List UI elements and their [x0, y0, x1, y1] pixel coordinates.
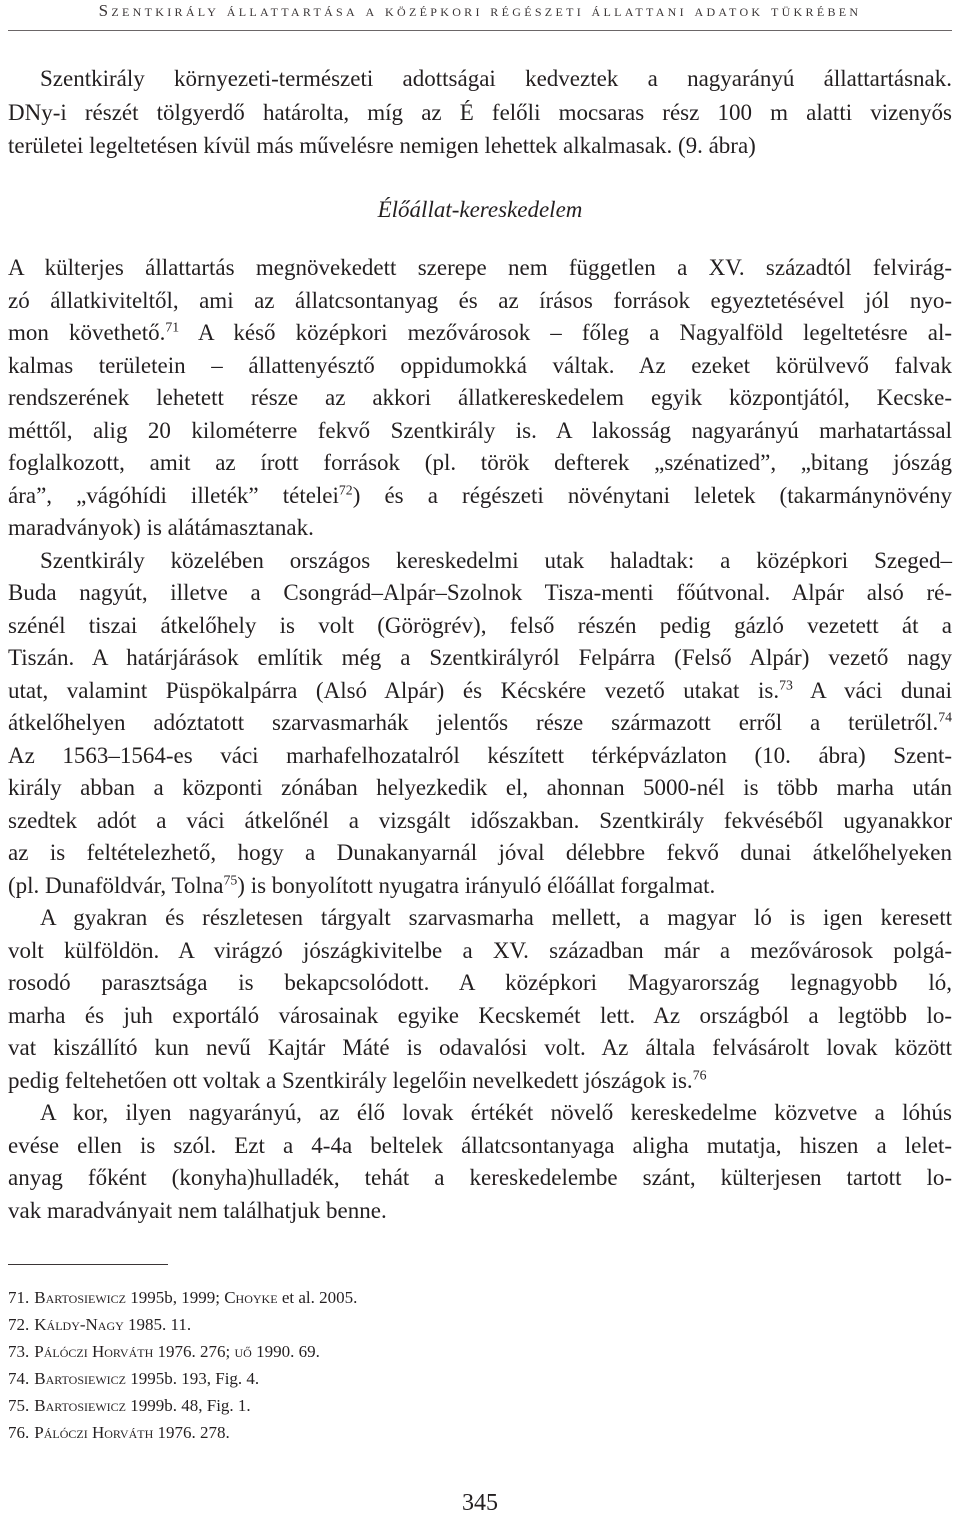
line-text: (pl. Dunaföldvár, Tolna [8, 872, 224, 898]
line-text: mon követhető. [8, 320, 166, 345]
footnote-author: Pálóczi Horváth [34, 1423, 154, 1442]
footnote-text: 1990. 69. [251, 1342, 320, 1361]
footnote [8, 1365, 952, 1392]
footnote-text: 1985. 11. [123, 1315, 192, 1334]
text-line [8, 1032, 952, 1065]
line-text: utat, valamint Püspökalpárra (Alsó Alpár) és Kécskére vezető utakat is. [8, 677, 780, 703]
footnote-rule [8, 1264, 168, 1265]
line-text: marha és juh exportáló városainak egyike Kecskemét lett. Az országból a legtöbb lo- [8, 1002, 952, 1028]
text-line [8, 1000, 952, 1033]
paragraph [8, 1097, 952, 1227]
line-text: Buda nagyút, illetve a Csongrád–Alpár–Szolnok Tisza-menti főútvonal. Alpár alsó ré- [8, 580, 952, 605]
footnote-text: 1999b. 48, Fig. 1. [125, 1396, 251, 1415]
footnote-text: et al. 2005. [277, 1288, 358, 1307]
text-line [8, 967, 952, 1000]
paragraph [8, 545, 952, 903]
line-text: szénél tiszai átkelőhely is volt (Görögrév), felső részén pedig gázló vezetett át a [8, 612, 952, 638]
running-header: Szentkirály állattartása a középkori régészeti állattani adatok tükrében [98, 1, 862, 20]
footnote [8, 1419, 952, 1446]
text-line [8, 642, 952, 675]
footnote-reference: 72 [338, 482, 353, 498]
footnote-reference: 71 [165, 319, 180, 335]
footnote-number: 75. [8, 1396, 30, 1415]
footnote-number: 73. [8, 1342, 30, 1361]
text-line [8, 1195, 952, 1228]
line-text: A gyakran és részletesen tárgyalt szarvasmarha mellett, a magyar ló is igen keresett [40, 905, 952, 930]
line-text: A külterjes állattartás megnövekedett szerepe nem független a XV. századtól felvirág- [8, 255, 952, 280]
line-text: foglalkozott, amit az írott források (pl. török defterek „szénatized”, „bitang jószág [8, 450, 952, 475]
text-line [8, 805, 952, 838]
paragraph [8, 252, 952, 545]
text-line [8, 415, 952, 448]
line-text: evése ellen is szól. Ezt a 4-4a beltelek állatcsontanyaga aligha mutatja, hiszen a lelet- [8, 1132, 952, 1158]
text-line [8, 577, 952, 610]
text-line [8, 707, 952, 740]
text-line [8, 545, 952, 578]
line-text: volt külföldön. A virágzó jószágkivitelbe a XV. században már a mezővárosok polgá- [8, 937, 952, 963]
line-text: területei legeltetésen kívül más művelésre nemigen lehettek alkalmasak. (9. ábra) [8, 133, 756, 158]
footnote-reference: 75 [223, 872, 238, 888]
line-text: kalmas területein – állattenyésztő oppidumokká váltak. Az ezeket körülvevő falvak [8, 352, 952, 378]
header-rule [8, 30, 952, 31]
footnote-author: Bartosiewicz [34, 1369, 126, 1388]
text-line [8, 129, 952, 163]
text-line [8, 285, 952, 318]
footnote-reference: 73 [779, 677, 793, 693]
text-line [8, 610, 952, 643]
text-line [8, 62, 952, 96]
text-line [8, 96, 952, 130]
text-line [8, 772, 952, 805]
text-line [8, 1065, 952, 1098]
line-text: rendszerének lehetett része az akkori állatkereskedelem egyik központjától, Kecske- [8, 385, 952, 410]
text-line [8, 837, 952, 870]
line-text: szedtek adót a váci átkelőnél a vizsgált időszakban. Szentkirály fekvéséből ugyanakkor [8, 807, 952, 833]
line-text: zó állatkiviteltől, ami az állatcsontanyag és az írásos források egyeztetésével jól nyo- [8, 287, 952, 313]
footnote [8, 1392, 952, 1419]
line-text: király abban a központi zónában helyezkedik el, ahonnan 5000-nél is több marha után [8, 775, 952, 800]
line-text: méttől, alig 20 kilométerre fekvő Szentkirály is. A lakosság nagyarányú marhatartással [8, 417, 952, 443]
text-line [8, 935, 952, 968]
line-text: vat kiszállító kun nevű Kajtár Máté is odavalósi volt. Az általa felvásárolt lovak között [8, 1035, 952, 1060]
text-line [8, 1162, 952, 1195]
line-text: ára”, „vágóhídi illeték” tételei [8, 482, 339, 508]
text-line [8, 675, 952, 708]
text-line [8, 740, 952, 773]
line-text: az is feltételezhető, hogy a Dunakanyarnál jóval délebbre fekvő dunai átkelőhelyeken [8, 840, 952, 865]
text-line [8, 870, 952, 903]
body-text [8, 252, 952, 1227]
footnote-number: 76. [8, 1423, 30, 1442]
line-text: vak maradványait nem találhatjuk benne. [8, 1197, 387, 1223]
intro-paragraph [8, 62, 952, 163]
line-text: Tiszán. A határjárások említik még a Szentkirályról Felpárra (Felső Alpár) vezető nagy [8, 645, 952, 670]
footnote-author: Pálóczi Horváth [34, 1342, 154, 1361]
footnote-number: 71. [8, 1288, 30, 1307]
line-text: Szentkirály környezeti-természeti adottságai kedveztek a nagyarányú állattartásnak. [40, 66, 952, 91]
line-text: Az 1563–1564-es váci marhafelhozatalról készített térképvázlaton (10. ábra) Szent- [8, 742, 952, 768]
line-text: DNy-i részét tölgyerdő határolta, míg az É felőli mocsaras rész 100 m alatti vizenyős [8, 99, 952, 125]
line-text: pedig feltehetően ott voltak a Szentkirály legelőin nevelkedett jószágok is. [8, 1067, 693, 1093]
text-line [8, 1097, 952, 1130]
footnote-author: uő [234, 1342, 252, 1361]
footnote-text: 1976. 276; [153, 1342, 235, 1361]
footnote-text: 1995b, 1999; [125, 1288, 225, 1307]
line-text: Szentkirály közelében országos kereskedelmi utak haladtak: a középkori Szeged– [40, 547, 952, 573]
footnote [8, 1338, 952, 1365]
section-heading: Élőállat-kereskedelem [377, 197, 583, 222]
text-line [8, 317, 952, 350]
line-text: A késő középkori mezővárosok – főleg a Nagyalföld legeltetésre al- [179, 320, 952, 345]
line-text: A kor, ilyen nagyarányú, az élő lovak értékét növelő kereskedelme közvetve a lóhús [40, 1100, 952, 1125]
text-line [8, 1130, 952, 1163]
footnote-author: Bartosiewicz [34, 1288, 126, 1307]
line-text: maradványok) is alátámasztanak. [8, 515, 314, 540]
text-line [8, 447, 952, 480]
footnote-number: 74. [8, 1369, 30, 1388]
text-line [8, 382, 952, 415]
footnote-reference: 74 [938, 709, 952, 725]
footnotes [8, 1284, 952, 1446]
line-text: anyag főként (konyha)hulladék, tehát a kereskedelembe szánt, külterjesen tartott lo- [8, 1165, 952, 1190]
text-line [8, 512, 952, 545]
footnote-number: 72. [8, 1315, 30, 1334]
footnote [8, 1284, 952, 1311]
line-text: átkelőhelyen adóztatott szarvasmarhák jelentős része származott erről a területről. [8, 710, 939, 735]
footnote-reference: 76 [692, 1067, 707, 1083]
text-line [8, 252, 952, 285]
line-text: A váci dunai [792, 677, 952, 703]
footnote-text: 1976. 278. [153, 1423, 230, 1442]
text-line [8, 902, 952, 935]
line-text: ) és a régészeti növénytani leletek (takarmánynövény [352, 482, 952, 508]
page-number: 345 [462, 1490, 498, 1516]
paragraph [8, 902, 952, 1097]
text-line [8, 480, 952, 513]
footnote [8, 1311, 952, 1338]
line-text: ) is bonyolított nyugatra irányuló élőállat forgalmat. [237, 872, 716, 898]
footnote-text: 1995b. 193, Fig. 4. [125, 1369, 260, 1388]
footnote-author: Choyke [224, 1288, 278, 1307]
line-text: rosodó parasztsága is bekapcsolódott. A középkori Magyarország legnagyobb ló, [8, 970, 952, 995]
text-line [8, 350, 952, 383]
footnote-author: Káldy-Nagy [34, 1315, 124, 1334]
footnote-author: Bartosiewicz [34, 1396, 126, 1415]
